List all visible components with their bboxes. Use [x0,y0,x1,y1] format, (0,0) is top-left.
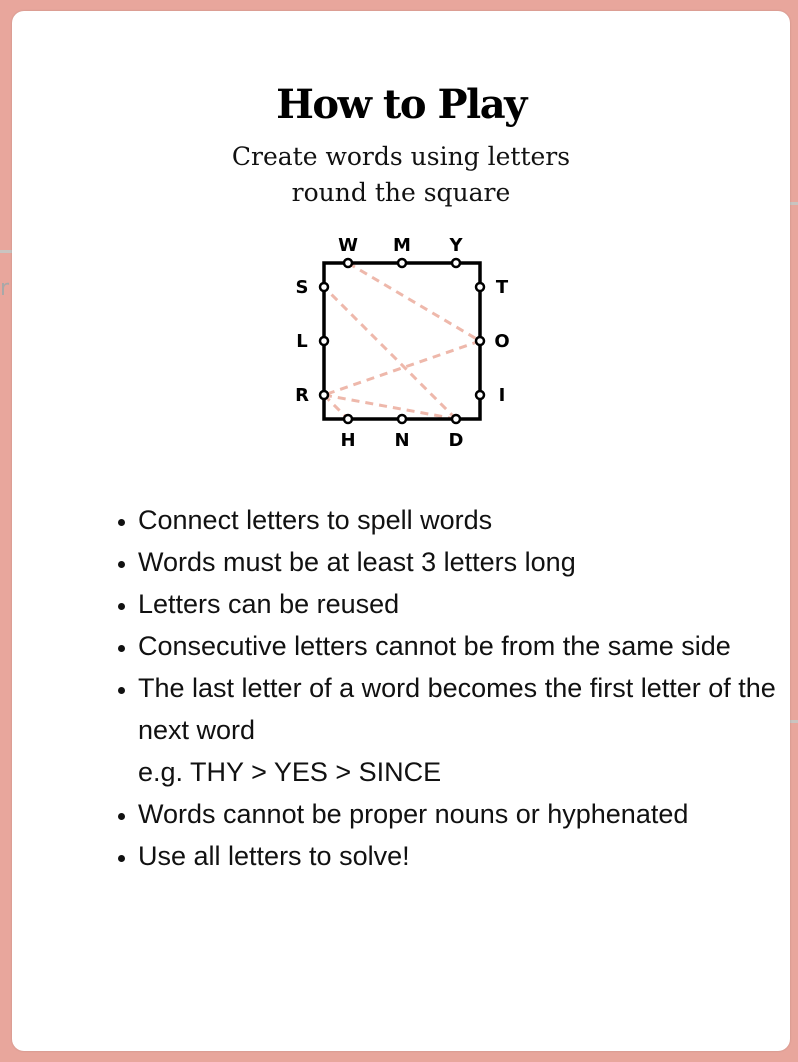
how-to-play-modal [12,11,790,1051]
dot-left-1 [320,283,328,291]
letter-left-1: S [295,277,309,298]
path-o-r [324,341,480,395]
dot-top-2 [398,259,406,267]
letter-right-1: T [495,277,509,298]
dot-bottom-1 [344,415,352,423]
letter-bottom-2: N [394,430,410,451]
letter-right-2: O [494,331,510,352]
letter-left-3: R [295,385,309,406]
dot-left-3 [320,391,328,399]
rule-item: • Words cannot be proper nouns or hyphenated [138,793,778,835]
dot-top-1 [344,259,352,267]
rule-text: The last letter of a word becomes the first letter of the next word [138,673,776,745]
letter-left-2: L [296,331,308,352]
letter-square-diagram [288,233,528,469]
letter-top-2: M [393,235,411,256]
rule-example: e.g. THY > YES > SINCE [138,757,442,787]
rule-item: • Use all letters to solve! [138,835,778,877]
dot-right-2 [476,337,484,345]
backdrop-line-right-lower [790,720,798,723]
dot-bottom-2 [398,415,406,423]
letter-bottom-1: H [340,430,356,451]
backdrop-line-right [790,202,798,205]
dot-bottom-3 [452,415,460,423]
modal-subtitle [12,139,790,211]
backdrop-line-left [0,250,12,253]
subtitle-line-1: Create words using letters [231,142,571,171]
rule-item [138,667,778,793]
rule-item: • Consecutive letters cannot be from the same side [138,625,778,667]
rules-list [104,499,778,877]
letter-bottom-3: D [448,430,464,451]
dot-top-3 [452,259,460,267]
dot-right-1 [476,283,484,291]
example-path [324,263,480,419]
letter-top-3: Y [449,235,463,256]
dot-left-2 [320,337,328,345]
path-w-o [348,263,480,341]
modal-title: How to Play [276,81,526,128]
square-outline [324,263,480,419]
backdrop-partial-letter: r [0,276,10,301]
dot-right-3 [476,391,484,399]
rule-item: • Words must be at least 3 letters long [138,541,778,583]
subtitle-line-2: round the square [291,178,511,207]
letter-top-1: W [338,235,358,256]
rule-item: • Connect letters to spell words [138,499,778,541]
letter-right-3: I [498,385,506,406]
rule-item: • Letters can be reused [138,583,778,625]
